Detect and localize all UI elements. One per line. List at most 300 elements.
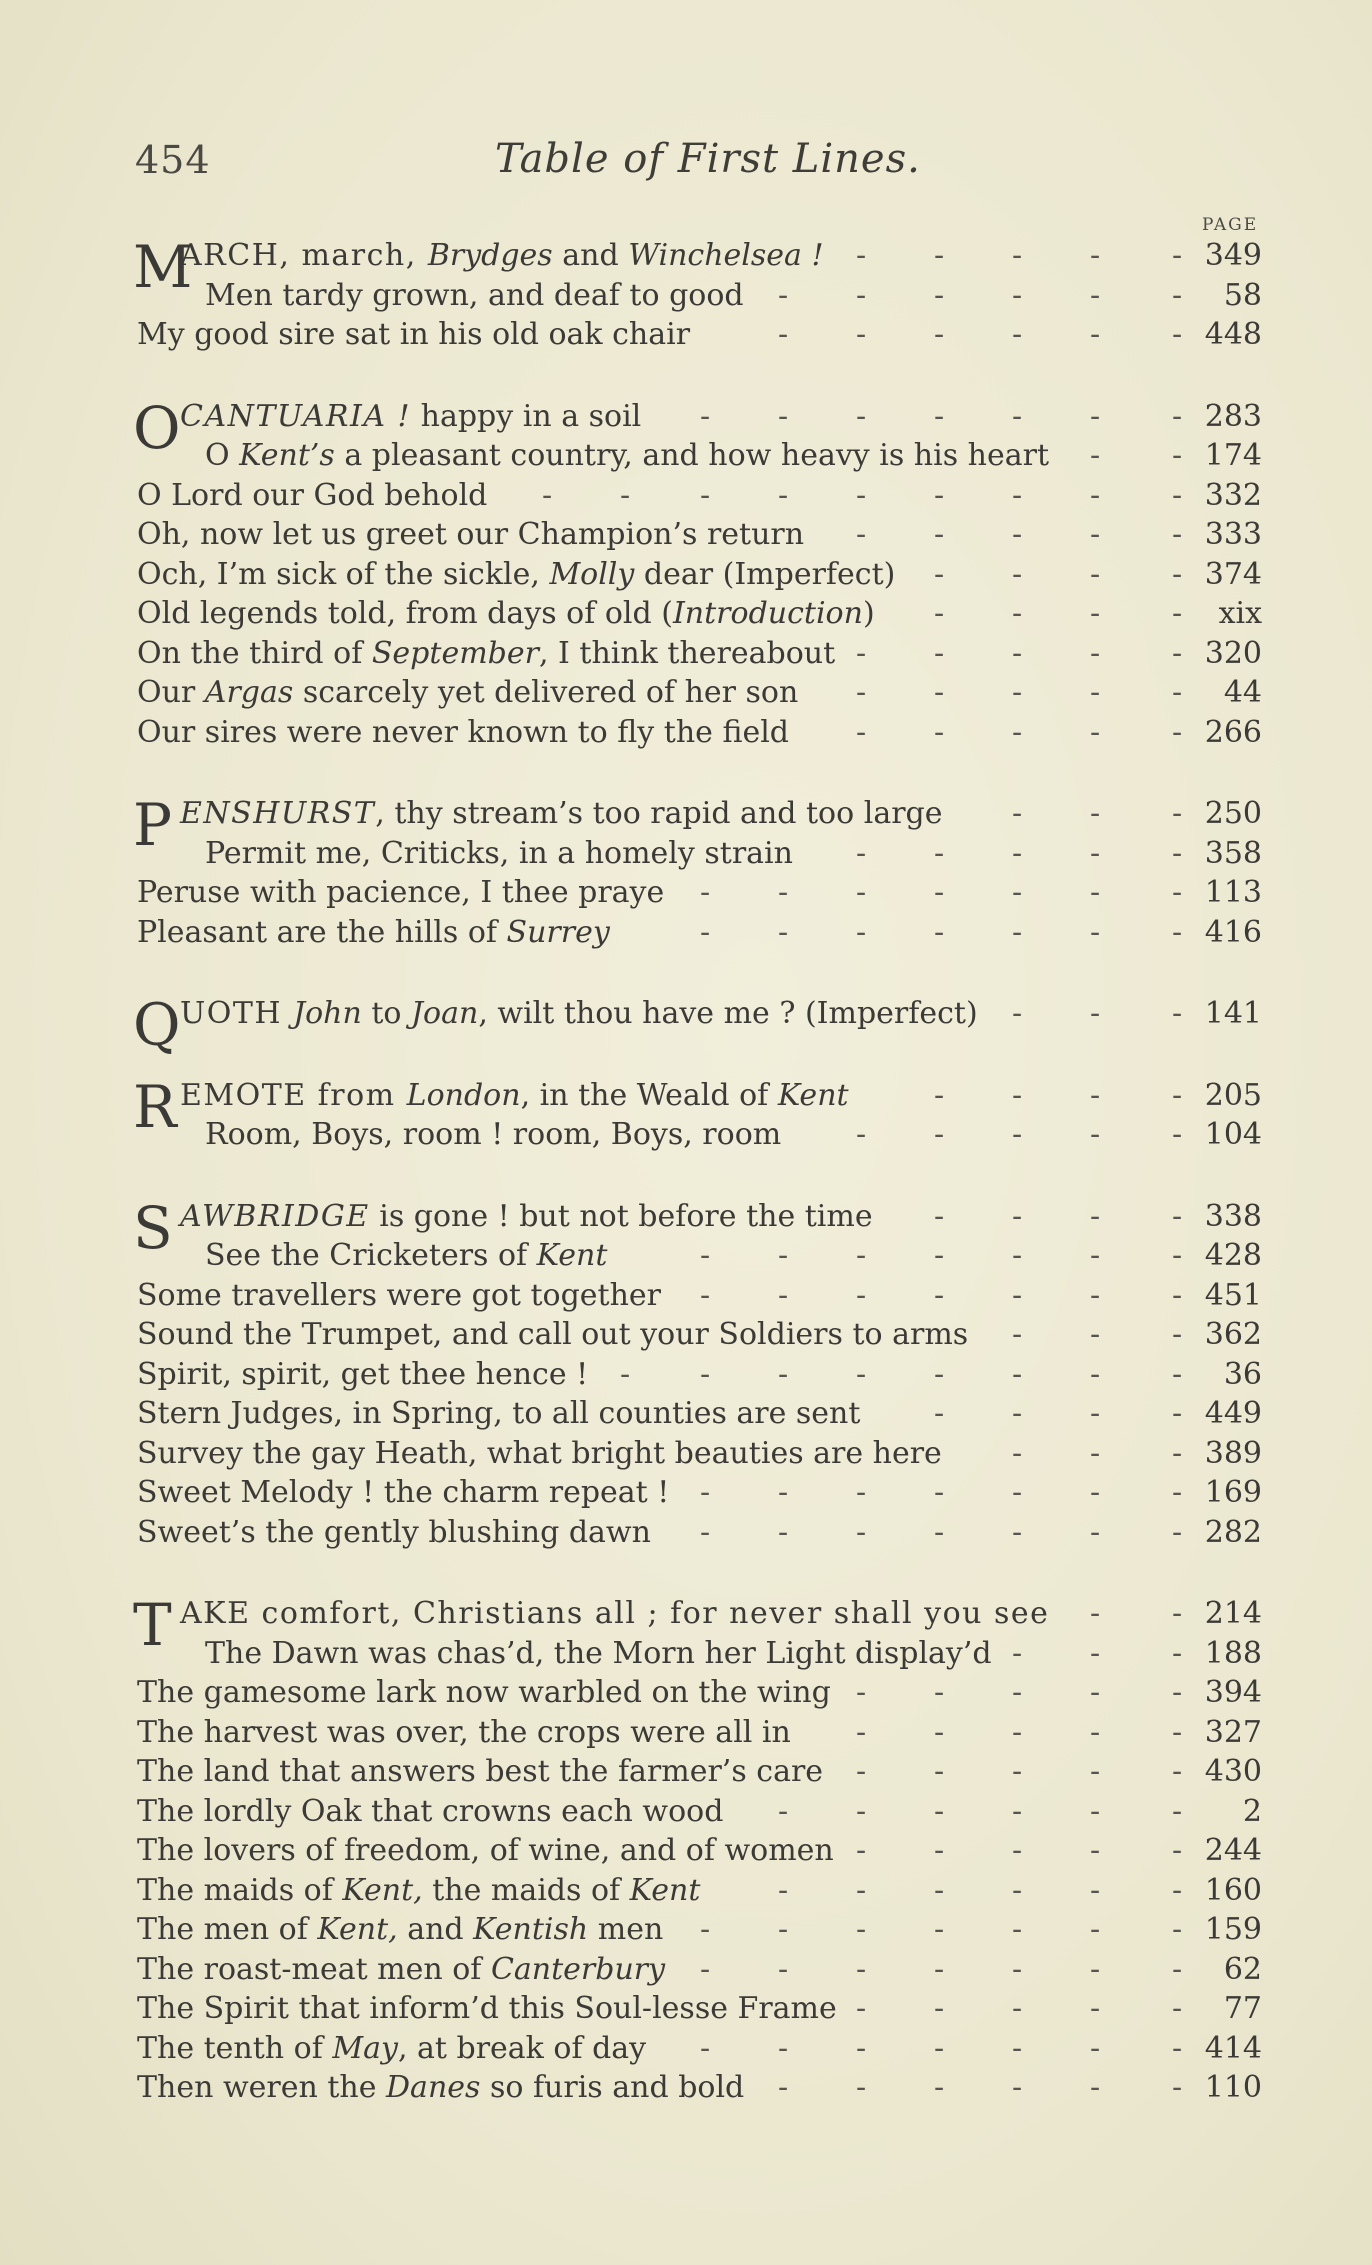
text-part: The maids of: [137, 1872, 343, 1908]
toc-entry: [0, 1473, 1372, 1513]
text-part: and: [397, 1912, 474, 1947]
text-part: Some travellers were got together: [137, 1277, 662, 1313]
first-line-text: [205, 276, 744, 316]
drop-cap-letter: M: [133, 233, 193, 301]
leader-dash: -: [1090, 1117, 1101, 1152]
toc-entry: [0, 673, 1372, 713]
leader-dash: -: [1090, 1793, 1101, 1829]
leader-dash: -: [1172, 714, 1183, 750]
leader-dash: -: [1090, 1077, 1101, 1113]
page-reference: 244: [1204, 1833, 1262, 1868]
text-part: Stern Judges, in Spring, to all counties are sent: [137, 1396, 861, 1431]
first-line-text: [137, 1871, 700, 1911]
leader-dash: -: [1090, 1435, 1101, 1471]
leader-dash: -: [1172, 596, 1183, 631]
leader-dash: -: [856, 317, 867, 352]
leader-dash: -: [934, 277, 945, 313]
leader-dash: -: [934, 1198, 945, 1234]
leader-dash: -: [1012, 1912, 1023, 1947]
page-reference: 44: [1223, 675, 1262, 710]
leader-dash: -: [1172, 1754, 1183, 1789]
leader-dash: -: [1012, 1396, 1023, 1431]
page-reference: 332: [1204, 477, 1262, 513]
leader-dash: -: [1090, 1991, 1101, 2026]
leader-dash: -: [1090, 1238, 1101, 1273]
leader-dash: -: [1090, 1635, 1101, 1671]
text-part: Then weren the: [137, 2070, 386, 2105]
first-line-text: [205, 1236, 607, 1276]
first-line-text: [180, 1076, 849, 1116]
page-reference: 141: [1204, 996, 1262, 1031]
drop-cap-letter: O: [133, 393, 181, 462]
toc-entry: [0, 1513, 1372, 1553]
page-reference: 214: [1204, 1596, 1262, 1631]
leader-dash: -: [778, 1475, 789, 1510]
leader-dash: -: [778, 398, 789, 434]
leader-dash: -: [700, 1514, 711, 1550]
text-part: Pleasant are the hills of: [137, 914, 507, 950]
leader-dash: -: [778, 1951, 789, 1987]
italic-text-part: Brydges: [427, 238, 553, 273]
toc-entry: [0, 1355, 1372, 1395]
leader-dash: -: [778, 1912, 789, 1947]
text-part: ): [862, 596, 875, 631]
page-reference: 451: [1204, 1277, 1262, 1313]
leader-dash: -: [856, 1356, 867, 1392]
toc-entry: [0, 1634, 1372, 1674]
letter-group-t: [0, 1591, 1372, 2108]
first-line-text: [137, 1673, 831, 1713]
text-part: ARCH, march,: [180, 238, 428, 273]
text-part: The gamesome lark now warbled on the wing: [137, 1675, 831, 1710]
leader-dash: -: [1090, 996, 1101, 1031]
leader-dash: -: [1172, 675, 1183, 710]
leader-dash: -: [778, 1238, 789, 1273]
toc-entry: [0, 1394, 1372, 1434]
leader-dash: -: [1172, 1596, 1183, 1631]
toc-entry: [0, 2029, 1372, 2069]
leader-dash: -: [1012, 1238, 1023, 1273]
running-title: Table of First Lines.: [495, 136, 921, 182]
leader-dash: -: [1012, 996, 1023, 1031]
page-reference: 169: [1204, 1475, 1262, 1510]
first-line-text: [137, 594, 875, 634]
page-reference: 349: [1204, 238, 1262, 273]
leader-dash: -: [1172, 1435, 1183, 1471]
leader-dash: -: [1090, 635, 1101, 671]
leader-dash: -: [856, 835, 867, 871]
leader-dash: -: [1012, 1198, 1023, 1234]
drop-cap-letter: R: [133, 1072, 177, 1141]
first-line-text: [137, 1434, 942, 1474]
page-reference: 374: [1204, 556, 1262, 592]
leader-dash: -: [934, 1951, 945, 1987]
text-part: The harvest was over, the crops were all in: [137, 1714, 791, 1750]
first-line-text: [205, 436, 1049, 476]
leader-dash: -: [856, 2070, 867, 2105]
leader-dash: -: [1012, 1872, 1023, 1908]
leader-dash: -: [1012, 1317, 1023, 1352]
leader-dash: -: [1172, 1396, 1183, 1431]
leader-dash: -: [1012, 517, 1023, 552]
text-part: Old legends told, from days of old (: [137, 596, 673, 631]
toc-entry: [0, 555, 1372, 595]
leader-dash: -: [1012, 1514, 1023, 1550]
leader-dash: -: [934, 675, 945, 710]
page-reference: 160: [1204, 1872, 1262, 1908]
toc-entry: [0, 1871, 1372, 1911]
leader-dash: -: [778, 2070, 789, 2105]
leader-dash: -: [620, 1356, 631, 1392]
italic-text-part: Kentish: [473, 1912, 589, 1947]
text-part: On the third of: [137, 635, 372, 671]
page-reference: 338: [1204, 1198, 1262, 1234]
leader-dash: -: [1012, 1991, 1023, 2026]
leader-dash: -: [934, 1754, 945, 1789]
page-reference: 394: [1204, 1675, 1262, 1710]
toc-entry: [0, 476, 1372, 516]
text-part: My good sire sat in his old oak chair: [137, 317, 691, 352]
leader-dash: -: [1012, 1754, 1023, 1789]
leader-dash: -: [1172, 875, 1183, 910]
leader-dash: -: [700, 2030, 711, 2066]
text-part: The roast-meat men of: [137, 1951, 491, 1987]
letter-group-r: [0, 1072, 1372, 1155]
toc-entry: [0, 276, 1372, 316]
leader-dash: -: [1172, 1675, 1183, 1710]
text-part: Och, I’m sick of the sickle,: [137, 556, 550, 592]
leader-dash: -: [1012, 1714, 1023, 1750]
text-part: a pleasant country, and how heavy is his heart: [334, 438, 1050, 473]
page-reference: 110: [1204, 2070, 1262, 2105]
toc-entry: [0, 2068, 1372, 2108]
toc-entry: [0, 1115, 1372, 1155]
text-part: Sound the Trumpet, and call out your Soldiers to arms: [137, 1317, 969, 1352]
page-reference: 174: [1204, 438, 1262, 473]
leader-dash: -: [934, 2070, 945, 2105]
text-part: Spirit, spirit, get thee hence !: [137, 1356, 589, 1392]
leader-dash: -: [620, 477, 631, 513]
toc-entry: [0, 1434, 1372, 1474]
first-line-text: [137, 1513, 651, 1553]
page-reference: 362: [1204, 1317, 1262, 1352]
leader-dash: -: [1090, 1317, 1101, 1352]
italic-text-part: AWBRIDGE: [180, 1198, 370, 1234]
leader-dash: -: [934, 914, 945, 950]
text-part: The tenth of: [137, 2030, 333, 2066]
leader-dash: -: [856, 277, 867, 313]
leader-dash: -: [1090, 1714, 1101, 1750]
leader-dash: -: [778, 875, 789, 910]
leader-dash: -: [1090, 1198, 1101, 1234]
first-line-text: [137, 1473, 669, 1513]
leader-dash: -: [934, 1793, 945, 1829]
page-reference: 416: [1204, 914, 1262, 950]
letter-group-m: [0, 233, 1372, 355]
leader-dash: -: [1090, 317, 1101, 352]
leader-dash: -: [934, 2030, 945, 2066]
leader-dash: -: [1172, 517, 1183, 552]
leader-dash: -: [856, 1714, 867, 1750]
leader-dash: -: [934, 317, 945, 352]
page-reference: 389: [1204, 1435, 1262, 1471]
text-part: men: [588, 1912, 664, 1947]
leader-dash: -: [934, 835, 945, 871]
first-line-text: [137, 1792, 723, 1832]
leader-dash: -: [856, 238, 867, 273]
text-part: to: [361, 996, 412, 1031]
italic-text-part: Introduction: [672, 596, 863, 631]
leader-dash: -: [856, 1872, 867, 1908]
italic-text-part: September: [371, 635, 539, 671]
first-line-text: [137, 476, 487, 516]
italic-text-part: Molly: [549, 556, 635, 592]
first-line-text: [137, 2068, 744, 2108]
first-line-text: [137, 1831, 834, 1871]
leader-dash: -: [1172, 438, 1183, 473]
leader-dash: -: [1012, 277, 1023, 313]
leader-dash: -: [934, 875, 945, 910]
leader-dash: -: [934, 1396, 945, 1431]
page-reference: 36: [1223, 1356, 1262, 1392]
text-part: , in the Weald of: [520, 1077, 778, 1113]
text-part: happy in a soil: [411, 398, 642, 434]
leader-dash: -: [1172, 2030, 1183, 2066]
leader-dash: -: [1012, 1077, 1023, 1113]
leader-dash: -: [1172, 277, 1183, 313]
leader-dash: -: [1090, 714, 1101, 750]
text-part: The lordly Oak that crowns each wood: [137, 1793, 724, 1829]
first-line-text: [180, 236, 824, 276]
leader-dash: -: [1012, 556, 1023, 592]
leader-dash: -: [1172, 996, 1183, 1031]
leader-dash: -: [1172, 1238, 1183, 1273]
page-reference: 58: [1223, 277, 1262, 313]
toc-entry: [0, 873, 1372, 913]
italic-text-part: London: [406, 1077, 521, 1113]
page-reference: xix: [1218, 596, 1262, 631]
leader-dash: -: [1090, 796, 1101, 831]
page-reference: 430: [1204, 1754, 1262, 1789]
leader-dash: -: [778, 1356, 789, 1392]
leader-dash: -: [856, 1912, 867, 1947]
leader-dash: -: [1090, 1754, 1101, 1789]
first-line-text: [205, 834, 793, 874]
leader-dash: -: [934, 596, 945, 631]
leader-dash: -: [1172, 635, 1183, 671]
leader-dash: -: [1012, 675, 1023, 710]
page-reference: 113: [1204, 875, 1262, 910]
leader-dash: -: [1012, 635, 1023, 671]
leader-dash: -: [1012, 1277, 1023, 1313]
letter-group-q: [0, 991, 1372, 1059]
leader-dash: -: [1172, 556, 1183, 592]
leader-dash: -: [778, 277, 789, 313]
first-line-text: [137, 1989, 837, 2029]
leader-dash: -: [1172, 238, 1183, 273]
first-line-text: [180, 397, 641, 437]
leader-dash: -: [1012, 1635, 1023, 1671]
leader-dash: -: [856, 1754, 867, 1789]
leader-dash: -: [934, 1475, 945, 1510]
leader-dash: -: [778, 477, 789, 513]
leader-dash: -: [856, 517, 867, 552]
first-line-text: [137, 2029, 646, 2069]
leader-dash: -: [1090, 517, 1101, 552]
leader-dash: -: [1012, 796, 1023, 831]
leader-dash: -: [1012, 1117, 1023, 1152]
page-reference: 104: [1204, 1117, 1262, 1152]
leader-dash: -: [1090, 1596, 1101, 1631]
leader-dash: -: [1172, 914, 1183, 950]
page-reference: 283: [1204, 398, 1262, 434]
first-line-text: [137, 913, 610, 953]
first-line-text: [180, 994, 978, 1034]
leader-dash: -: [1090, 1356, 1101, 1392]
first-line-text: [137, 1394, 860, 1434]
table-of-first-lines: [0, 233, 1372, 2150]
first-line-text: [137, 1276, 661, 1316]
first-line-text: [137, 1355, 588, 1395]
text-part: The Spirit that inform’d this Soul-lesse Frame: [137, 1991, 837, 2026]
leader-dash: -: [1172, 1793, 1183, 1829]
leader-dash: -: [1090, 1951, 1101, 1987]
leader-dash: -: [856, 875, 867, 910]
page-number: 454: [135, 138, 211, 182]
first-line-text: [180, 1594, 1049, 1634]
leader-dash: -: [778, 1793, 789, 1829]
text-part: O: [205, 438, 240, 473]
leader-dash: -: [1172, 1991, 1183, 2026]
italic-text-part: Kent,: [317, 1912, 398, 1947]
leader-dash: -: [1172, 1317, 1183, 1352]
first-line-text: [180, 794, 943, 834]
leader-dash: -: [1090, 596, 1101, 631]
text-part: The land that answers best the farmer’s care: [137, 1754, 824, 1789]
first-line-text: [137, 634, 835, 674]
leader-dash: -: [778, 2030, 789, 2066]
leader-dash: -: [1172, 1117, 1183, 1152]
text-part: UOTH: [180, 996, 294, 1031]
leader-dash: -: [700, 1475, 711, 1510]
leader-dash: -: [1090, 675, 1101, 710]
italic-text-part: Kent: [536, 1238, 608, 1273]
leader-dash: -: [856, 1238, 867, 1273]
text-part: AKE comfort, Christians all ; for never shall you see: [180, 1596, 1050, 1631]
leader-dash: -: [1090, 1396, 1101, 1431]
leader-dash: -: [700, 1356, 711, 1392]
leader-dash: -: [856, 477, 867, 513]
leader-dash: -: [856, 714, 867, 750]
first-line-text: [137, 673, 798, 713]
first-line-text: [205, 1115, 781, 1155]
italic-text-part: Joan: [411, 996, 479, 1031]
leader-dash: -: [856, 2030, 867, 2066]
toc-entry: [0, 1276, 1372, 1316]
leader-dash: -: [934, 1833, 945, 1868]
text-part: dear (Imperfect): [634, 556, 896, 592]
text-part: the maids of: [422, 1872, 630, 1908]
text-part: is gone ! but not before the time: [369, 1198, 873, 1234]
leader-dash: -: [1172, 2070, 1183, 2105]
leader-dash: -: [700, 875, 711, 910]
toc-entry: [0, 1673, 1372, 1713]
italic-text-part: Argas: [204, 675, 294, 710]
leader-dash: -: [856, 675, 867, 710]
italic-text-part: Kent,: [342, 1872, 423, 1908]
text-part: Permit me, Criticks, in a homely strain: [205, 835, 793, 871]
letter-group-s: [0, 1193, 1372, 1553]
toc-entry: [0, 913, 1372, 953]
leader-dash: -: [778, 317, 789, 352]
text-part: and: [552, 238, 629, 273]
page-reference: 205: [1204, 1077, 1262, 1113]
leader-dash: -: [1012, 477, 1023, 513]
text-part: Peruse with pacience, I thee praye: [137, 875, 665, 910]
text-part: so furis and bold: [480, 2070, 745, 2105]
text-part: O Lord our God behold: [137, 477, 488, 513]
leader-dash: -: [1090, 914, 1101, 950]
leader-dash: -: [1012, 1793, 1023, 1829]
leader-dash: -: [1090, 438, 1101, 473]
leader-dash: -: [1012, 2070, 1023, 2105]
page-header: [0, 128, 1372, 188]
page-reference: 188: [1204, 1635, 1262, 1671]
leader-dash: -: [1172, 1912, 1183, 1947]
text-part: Our: [137, 675, 205, 710]
first-line-text: [137, 1752, 823, 1792]
leader-dash: -: [1090, 398, 1101, 434]
italic-text-part: Kent’s: [239, 438, 335, 473]
leader-dash: -: [934, 517, 945, 552]
page-reference: 320: [1204, 635, 1262, 671]
text-part: Our sires were never known to fly the field: [137, 714, 790, 750]
letter-group-p: [0, 791, 1372, 952]
leader-dash: -: [1012, 596, 1023, 631]
text-part: Survey the gay Heath, what bright beauties are here: [137, 1435, 942, 1471]
leader-dash: -: [700, 1238, 711, 1273]
toc-entry: [0, 634, 1372, 674]
leader-dash: -: [856, 1475, 867, 1510]
leader-dash: -: [934, 238, 945, 273]
leader-dash: -: [934, 1714, 945, 1750]
leader-dash: -: [1012, 1951, 1023, 1987]
drop-cap-letter: P: [133, 791, 173, 859]
leader-dash: -: [1012, 1675, 1023, 1710]
leader-dash: -: [856, 1675, 867, 1710]
page-reference: 327: [1204, 1714, 1262, 1750]
text-part: Room, Boys, room ! room, Boys, room: [205, 1117, 782, 1152]
leader-dash: -: [1172, 1077, 1183, 1113]
page-reference: 449: [1204, 1396, 1262, 1431]
page-reference: 266: [1204, 714, 1262, 750]
toc-entry: [0, 436, 1372, 476]
leader-dash: -: [1090, 2030, 1101, 2066]
text-part: Sweet’s the gently blushing dawn: [137, 1514, 651, 1550]
page-reference: 428: [1204, 1238, 1262, 1273]
page-reference: 62: [1223, 1951, 1262, 1987]
leader-dash: -: [1090, 835, 1101, 871]
leader-dash: -: [778, 914, 789, 950]
text-part: scarcely yet delivered of her son: [293, 675, 799, 710]
text-part: Oh, now let us greet our Champion’s return: [137, 517, 805, 552]
leader-dash: -: [1172, 1356, 1183, 1392]
text-part: , I think thereabout: [538, 635, 836, 671]
leader-dash: -: [1090, 1912, 1101, 1947]
leader-dash: -: [1090, 1475, 1101, 1510]
page-reference: 77: [1223, 1991, 1262, 2026]
italic-text-part: Canterbury: [490, 1951, 666, 1987]
